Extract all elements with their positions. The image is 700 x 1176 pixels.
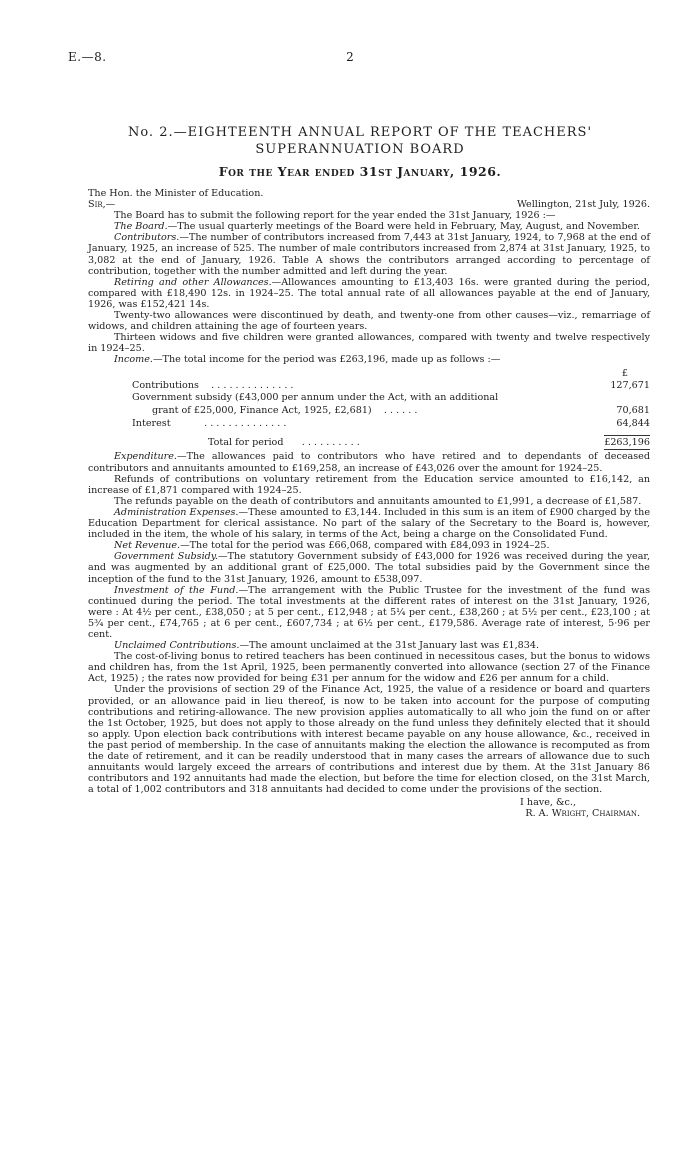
salutation: Sir,— (88, 199, 116, 211)
expenditure-paragraph: Expenditure.—The allowances paid to contributors who have retired and to dependants of deceased contributors and annuitants amounted to £169,258, an increase of £43,026 over the amount for 1924–25. (88, 451, 650, 474)
unclaimed-paragraph: Unclaimed Contributions.—The amount unclaimed at the 31st January last was £1,834. (114, 640, 540, 652)
report-body (88, 188, 650, 820)
signature: R. A. Wright, Chairman. (525, 808, 640, 820)
investment-paragraph: Investment of the Fund.—The arrangement with the Public Trustee for the investment of the fund was continued during the period. The total investments at the different rates of interest on the 31st January, 1926, were : At 4½ per cent., £38,050 ; at 5 per cent., £12,948 ; at 5¼ per cent., £38,260 ; at 5½ per cent., £23,100 ; at 5¾ per cent., £74,765 ; at 6 per cent., £607,734 ; at 6½ per cent., £179,586. Average rate of interest, 5·96 per cent. (88, 584, 650, 640)
addressee: The Hon. the Minister of Education. (88, 188, 264, 199)
title-line-2: SUPERANNUATION BOARD (255, 142, 465, 157)
salutation-row (88, 199, 650, 210)
refunds-paragraph: Refunds of contributions on voluntary retirement from the Education service amounted to £16,142, an increase of £1,871 compared with 1924–25. (88, 473, 650, 496)
income-paragraph: Income.—The total income for the period was £263,196, made up as follows :— (114, 354, 501, 366)
closing-line: I have, &c., (520, 797, 576, 809)
bonus-paragraph: The cost-of-living bonus to retired teachers has been continued in necessitous cases, but the bonus to widows and children has, from the 1st April, 1925, been permanently converted into allowance (section 27 of the Finance Act, 1925) ; the rates now provided for being £31 per annum for the widow and £26 per annum for a child. (88, 651, 650, 685)
table-row: Contributions . . . . . . . . . . . . . . 127,671 (132, 379, 650, 391)
currency-symbol: £ (621, 367, 628, 379)
discontinued-paragraph: Twenty-two allowances were discontinued by death, and twenty-one from other causes—viz., remarriage of widows, and children attaining the age of fourteen years. (88, 310, 650, 333)
income-table (132, 368, 650, 450)
allowances-paragraph: Retiring and other Allowances.—Allowances amounting to £13,403 16s. were granted during the period, compared with £18,490 12s. in 1924–25. The total annual rate of all allowances payable at the end of January, 1926, was £152,421 14s. (88, 276, 650, 310)
table-row: Interest . . . . . . . . . . . . . . 64,844 (132, 417, 650, 429)
refunds-death-paragraph: The refunds payable on the death of contributors and annuitants amounted to £1,991, a decrease of £1,587. (114, 495, 642, 507)
page-number: 2 (346, 50, 354, 64)
intro-paragraph: The Board has to submit the following report for the year ended the 31st January, 1926 :— (114, 210, 556, 222)
table-row: grant of £25,000, Finance Act, 1925, £2,681) . . . . . . 70,681 (152, 405, 650, 417)
report-subtitle: For the Year ended 31st January, 1926. (218, 164, 502, 179)
closing (88, 797, 650, 819)
total-amount: £263,196 (604, 436, 650, 448)
report-title (88, 124, 632, 158)
net-revenue-paragraph: Net Revenue.—The total for the period was £66,068, compared with £84,093 in 1924–25. (114, 540, 550, 552)
table-row: Government subsidy (£43,000 per annum under the Act, with an additional (132, 392, 499, 404)
widows-paragraph: Thirteen widows and five children were granted allowances, compared with twenty and twelve respectively in 1924–25. (88, 332, 650, 355)
title-line-1: No. 2.—EIGHTEENTH ANNUAL REPORT OF THE TEACHERS' (127, 125, 593, 140)
subsidy-paragraph: Government Subsidy.—The statutory Government subsidy of £43,000 for 1926 was received during the year, and was augmented by an additional grant of £25,000. The total subsidies paid by the Government since the inception of the fund to the 31st January, 1926, amount to £538,097. (88, 551, 650, 585)
section29-paragraph: Under the provisions of section 29 of the Finance Act, 1925, the value of a residence or board and quarters provided, or an allowance paid in lieu thereof, is now to be taken into account for the purpose of computing contributions and retiring-allowance. The new provision applies automatically to all who join the fund on or after the 1st October, 1925, but does not apply to those already on the fund unless they definitely elected that it should so apply. Upon election back contributions with interest became payable on any house allowance, &c., received in the past period of membership. In the case of annuitants making the election the allowance is recomputed as from the date of retirement, and it can be readily understood that in many cases the arrears of allowance due to such annuitants would largely exceed the arrears of contributions and interest due by them. At the 31st January 86 contributors and 192 annuitants had made the election, but before the time for election closed, on the 31st March, a total of 1,002 contributors and 318 annuitants had decided to come under the provisions of the section. (88, 684, 650, 796)
board-paragraph: The Board.—The usual quarterly meetings of the Board were held in February, May, August, and November. (114, 221, 640, 233)
contributors-paragraph: Contributors.—The number of contributors increased from 7,443 at 31st January, 1924, to 7,968 at the end of January, 1925, an increase of 525. The number of male contributors increased from 2,874 at 31st January, 1925, to 3,082 at the end of January, 1926. Table A shows the contributors arranged according to percentage of contribution, together with the number admitted and left during the year. (88, 232, 650, 277)
administration-paragraph: Administration Expenses.—These amounted to £3,144. Included in this sum is an item of £900 charged by the Education Department for clerical assistance. No part of the salary of the Secretary to the Board is, however, included in the item, the whole of his salary, in terms of the Act, being a charge on the Consolidated Fund. (88, 506, 650, 541)
place-date: Wellington, 21st July, 1926. (516, 199, 650, 211)
document-code: E.—8. (68, 50, 107, 64)
table-total-row: Total for period . . . . . . . . . . £263,196 (208, 436, 650, 448)
